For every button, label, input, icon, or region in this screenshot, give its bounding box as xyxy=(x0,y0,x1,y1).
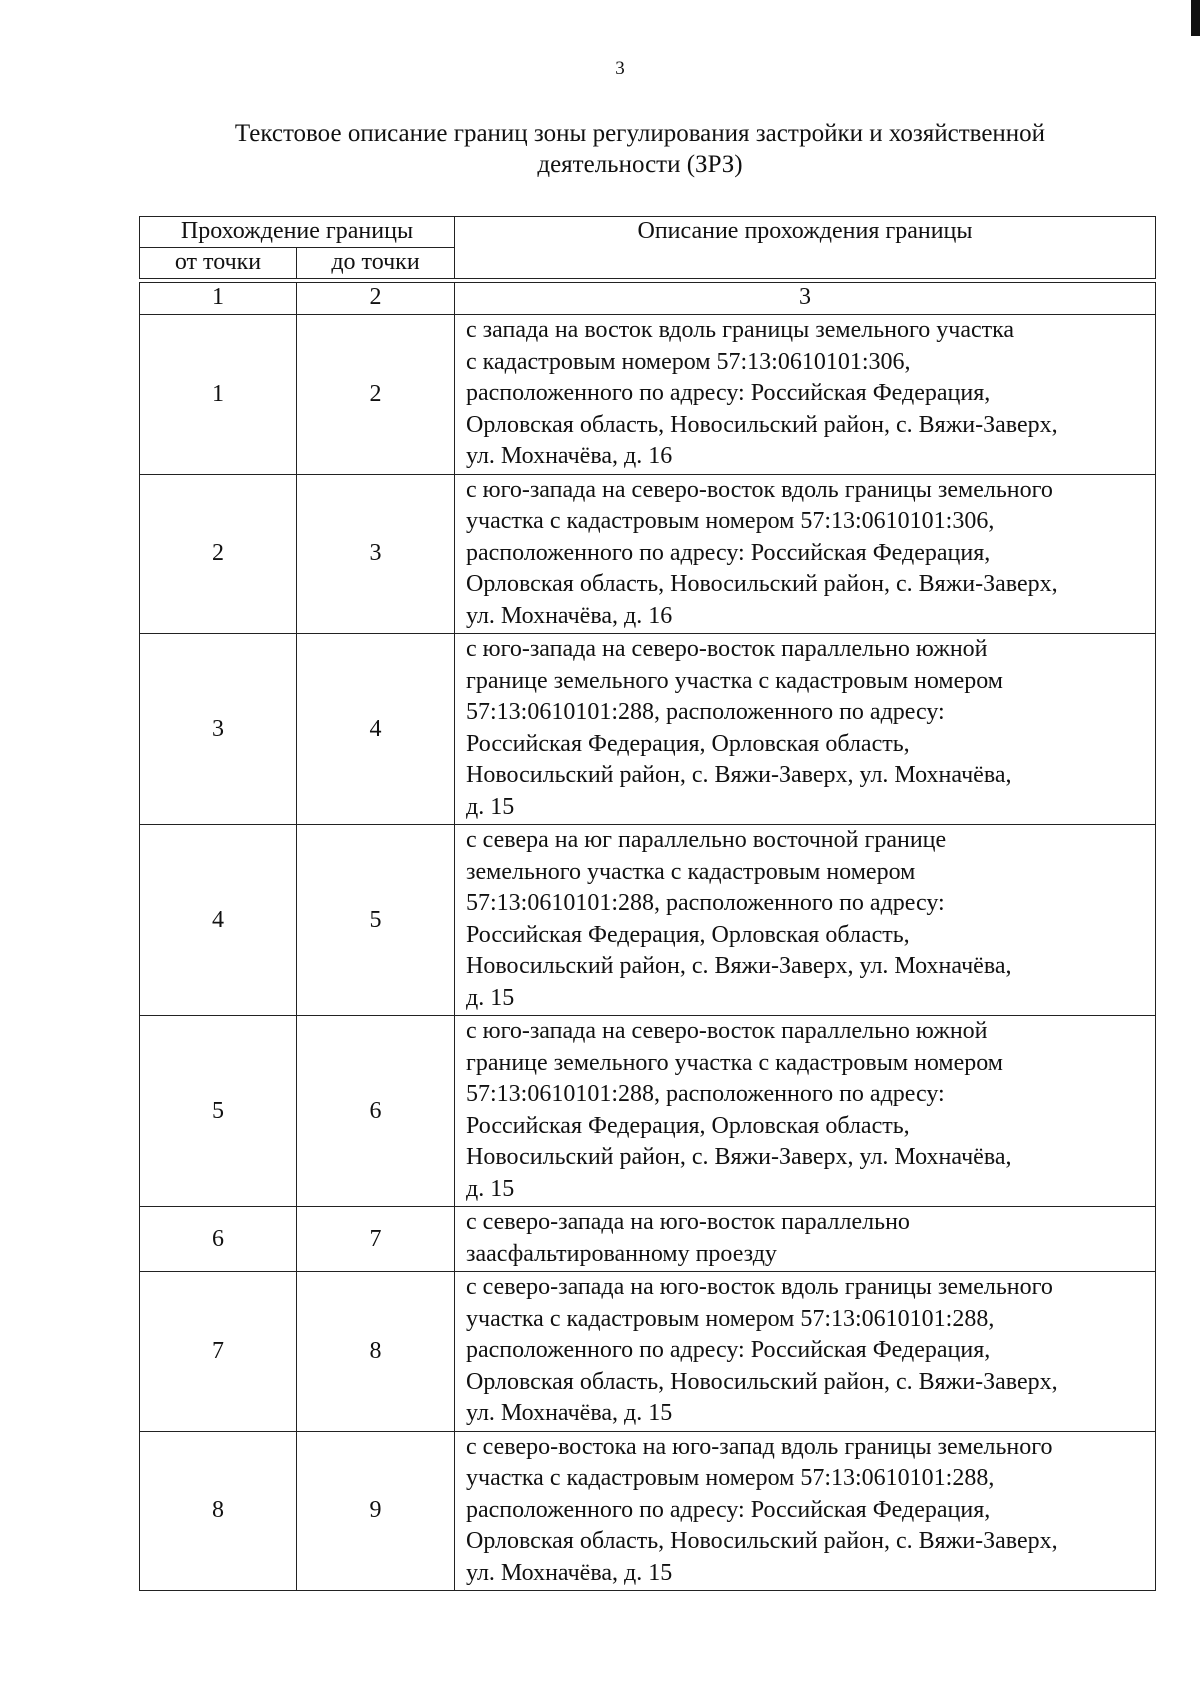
description-cell xyxy=(455,1431,1156,1591)
description-cell xyxy=(455,315,1156,475)
description-line: Орловская область, Новосильский район, с. Вяжи-Заверх, xyxy=(466,1528,1058,1554)
description-line: участка с кадастровым номером 57:13:0610101:306, xyxy=(466,508,995,534)
description-line: с северо-запада на юго-восток параллельно xyxy=(466,1209,910,1235)
description-line: Российская Федерация, Орловская область, xyxy=(466,1112,910,1139)
description-line: с запада на восток вдоль границы земельного участка xyxy=(466,317,1015,343)
index-cell: 2 xyxy=(297,283,455,315)
from-point-cell: 6 xyxy=(140,1207,297,1272)
description-line: земельного участка с кадастровым номером xyxy=(466,858,916,885)
description-line: д. 15 xyxy=(466,984,515,1011)
table-row xyxy=(140,1016,1156,1207)
document-title xyxy=(150,118,1130,180)
index-cell: 3 xyxy=(455,283,1156,315)
index-row xyxy=(140,283,1156,315)
to-point-cell: 5 xyxy=(297,825,455,1016)
table-row xyxy=(140,474,1156,634)
description-line: с юго-запада на северо-восток параллельно южной xyxy=(466,1018,988,1044)
to-point-cell: 7 xyxy=(297,1207,455,1272)
description-line: Орловская область, Новосильский район, с. Вяжи-Заверх, xyxy=(466,1368,1058,1395)
description-line: Новосильский район, с. Вяжи-Заверх, ул. Мохначёва, xyxy=(466,953,1012,979)
description-line: с кадастровым номером 57:13:0610101:306, xyxy=(466,348,911,375)
table-row xyxy=(140,1431,1156,1591)
description-cell xyxy=(455,474,1156,634)
to-point-cell: 9 xyxy=(297,1431,455,1591)
description-line: с юго-запада на северо-восток вдоль границы земельного xyxy=(466,476,1053,503)
description-line: 57:13:0610101:288, расположенного по адресу: xyxy=(466,890,945,916)
from-point-cell: 4 xyxy=(140,825,297,1016)
description-line: Орловская область, Новосильский район, с. Вяжи-Заверх, xyxy=(466,411,1058,438)
description-line: 57:13:0610101:288, расположенного по адресу: xyxy=(466,699,945,725)
description-line: заасфальтированному проезду xyxy=(466,1240,777,1267)
description-line: д. 15 xyxy=(466,1175,515,1202)
description-line: Орловская область, Новосильский район, с. Вяжи-Заверх, xyxy=(466,571,1058,597)
index-cell: 1 xyxy=(140,283,297,315)
description-line: 57:13:0610101:288, расположенного по адресу: xyxy=(466,1081,945,1107)
from-point-cell: 7 xyxy=(140,1272,297,1432)
description-line: границе земельного участка с кадастровым номером xyxy=(466,1049,1003,1076)
description-line: расположенного по адресу: Российская Федерация, xyxy=(466,1337,991,1363)
to-point-cell: 4 xyxy=(297,634,455,825)
from-point-cell: 8 xyxy=(140,1431,297,1591)
description-line: расположенного по адресу: Российская Федерация, xyxy=(466,380,991,406)
header-description: Описание прохождения границы xyxy=(455,217,1156,279)
description-line: с северо-востока на юго-запад вдоль границы земельного xyxy=(466,1433,1053,1460)
description-line: участка с кадастровым номером 57:13:0610101:288, xyxy=(466,1305,995,1332)
table-row xyxy=(140,825,1156,1016)
description-cell xyxy=(455,1272,1156,1432)
description-line: ул. Мохначёва, д. 16 xyxy=(466,602,673,629)
description-line: Новосильский район, с. Вяжи-Заверх, ул. Мохначёва, xyxy=(466,762,1012,788)
to-point-cell: 6 xyxy=(297,1016,455,1207)
to-point-cell: 2 xyxy=(297,315,455,475)
header-from-point: от точки xyxy=(140,248,297,279)
description-cell xyxy=(455,1207,1156,1272)
boundary-table xyxy=(139,282,1156,1591)
table-row xyxy=(140,634,1156,825)
description-line: границе земельного участка с кадастровым номером xyxy=(466,667,1003,694)
description-line: расположенного по адресу: Российская Федерация, xyxy=(466,1496,991,1523)
description-line: участка с кадастровым номером 57:13:0610101:288, xyxy=(466,1465,995,1491)
description-line: с юго-запада на северо-восток параллельно южной xyxy=(466,636,988,662)
header-passage: Прохождение границы xyxy=(140,217,455,248)
description-line: д. 15 xyxy=(466,793,515,820)
description-line: ул. Мохначёва, д. 15 xyxy=(466,1400,673,1426)
from-point-cell: 3 xyxy=(140,634,297,825)
description-line: расположенного по адресу: Российская Федерация, xyxy=(466,539,991,566)
to-point-cell: 8 xyxy=(297,1272,455,1432)
document-title-line-1: Текстовое описание границ зоны регулирования застройки и хозяйственной xyxy=(234,120,1046,147)
description-cell xyxy=(455,1016,1156,1207)
description-line: с севера на юг параллельно восточной границе xyxy=(466,827,947,853)
from-point-cell: 5 xyxy=(140,1016,297,1207)
description-line: Российская Федерация, Орловская область, xyxy=(466,921,910,948)
description-cell xyxy=(455,825,1156,1016)
table-row xyxy=(140,315,1156,475)
description-line: ул. Мохначёва, д. 15 xyxy=(466,1559,673,1586)
description-line: Новосильский район, с. Вяжи-Заверх, ул. Мохначёва, xyxy=(466,1144,1012,1170)
table-row xyxy=(140,1207,1156,1272)
to-point-cell: 3 xyxy=(297,474,455,634)
document-title-line-2: деятельности (ЗРЗ) xyxy=(537,151,743,178)
table-header xyxy=(139,216,1156,279)
scan-corner-mark xyxy=(1191,0,1200,36)
description-line: Российская Федерация, Орловская область, xyxy=(466,730,910,757)
description-cell xyxy=(455,634,1156,825)
from-point-cell: 1 xyxy=(140,315,297,475)
from-point-cell: 2 xyxy=(140,474,297,634)
boundary-table-body xyxy=(140,283,1156,1591)
description-line: с северо-запада на юго-восток вдоль границы земельного xyxy=(466,1274,1053,1300)
header-to-point: до точки xyxy=(297,248,455,279)
table-row xyxy=(140,1272,1156,1432)
page-number: 3 xyxy=(615,58,625,79)
description-line: ул. Мохначёва, д. 16 xyxy=(466,443,673,469)
